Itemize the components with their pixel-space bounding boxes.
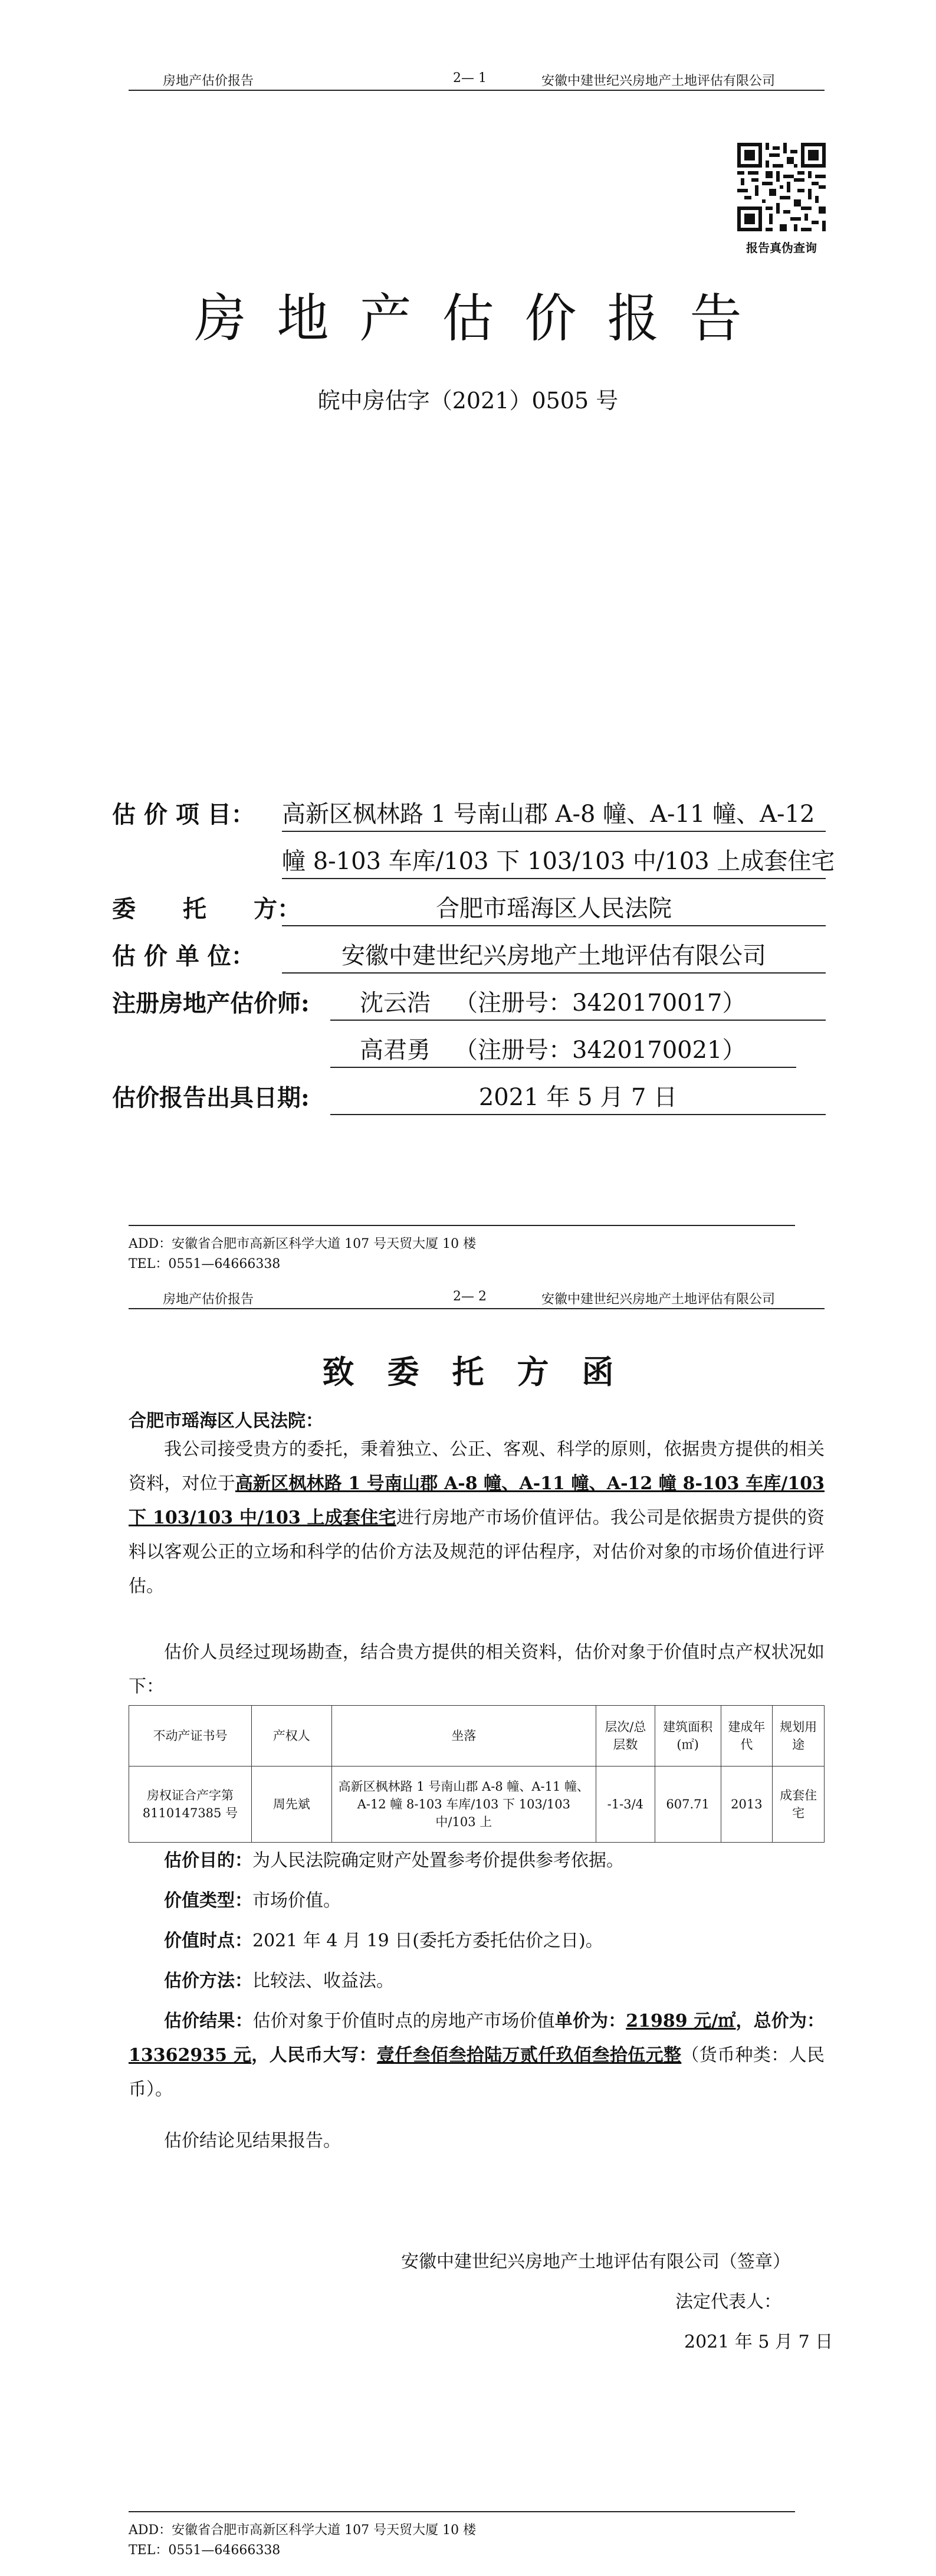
client-label: 委 托 方：	[112, 895, 301, 923]
result-text-e: （货币种类：人民币）。	[129, 2045, 825, 2100]
value-time-label: 价值时点：	[164, 1931, 252, 1951]
unit-row	[112, 939, 255, 974]
footer-tel: TEL：0551—64666338	[129, 1257, 281, 1271]
col-year: 建成年代	[721, 1706, 773, 1767]
header-right: 安徽中建世纪兴房地产土地评估有限公司	[541, 1292, 776, 1307]
cell-location: 高新区枫林路 1 号南山郡 A-8 幢、A-11 幢、A-12 幢 8-103 车库/103 下 103/103 中/103 上	[331, 1767, 596, 1843]
value-type-label: 价值类型：	[164, 1890, 252, 1911]
appraiser-2-reg: （注册号：3420170021）	[454, 1037, 746, 1064]
appraiser-2-name: 高君勇	[360, 1037, 431, 1064]
letter-title: 致委托方函	[322, 1353, 647, 1391]
date-label: 估价报告出具日期:	[112, 1084, 310, 1112]
letter-paragraph-1	[129, 1433, 825, 1604]
value-time-line	[129, 1924, 825, 1958]
letter-paragraph-2: 估价人员经过现场勘查，结合贵方提供的相关资料，估价对象于价值时点产权状况如下：	[129, 1642, 825, 1697]
footer-address-2	[129, 2511, 795, 2561]
qr-caption: 报告真伪查询	[746, 241, 817, 255]
col-usage: 规划用途	[773, 1706, 825, 1767]
method-line	[129, 1964, 825, 1998]
header-left: 房地产估价报告	[163, 74, 254, 89]
value-type-line	[129, 1884, 825, 1918]
table-header-row	[129, 1706, 825, 1767]
header-page-number: 2— 1	[453, 71, 487, 86]
cell-usage: 成套住宅	[773, 1767, 825, 1843]
cell-cert: 房权证合产字第8110147385 号	[129, 1767, 252, 1843]
date-value: 2021 年 5 月 7 日	[330, 1081, 826, 1115]
date-row	[112, 1081, 310, 1115]
result-label: 估价结果：	[164, 2011, 253, 2031]
table-row	[129, 1767, 825, 1843]
col-cert: 不动产证书号	[129, 1706, 252, 1767]
result-text-d: ，人民币大写：	[251, 2045, 377, 2066]
unit-value: 安徽中建世纪兴房地产土地评估有限公司	[282, 939, 826, 974]
appraiser-1-name: 沈云浩	[360, 989, 431, 1017]
purpose-line	[129, 1844, 825, 1878]
footer-add: ADD：安徽省合肥市高新区科学大道 107 号天贸大厦 10 楼	[129, 1237, 477, 1251]
appraiser-1	[330, 987, 826, 1021]
unit-label: 估 价 单 位：	[112, 942, 255, 970]
method-text: 比较法、收益法。	[252, 1971, 394, 1991]
method-label: 估价方法：	[164, 1971, 252, 1991]
cell-area: 607.71	[655, 1767, 721, 1843]
value-time-text: 2021 年 4 月 19 日(委托方委托估价之日)。	[252, 1931, 603, 1951]
project-label: 估 价 项 目：	[112, 801, 255, 828]
project-value-line2: 幢 8-103 车库/103 下 103/103 中/103 上成套住宅	[282, 845, 826, 879]
p1-property-address: 高新区枫林路 1 号南山郡 A-8 幢、A-11 幢、A-12 幢 8-103 车库/103 下 103/103 中/103 上成套住宅	[129, 1473, 825, 1528]
property-table	[129, 1705, 825, 1843]
page-header-2	[129, 1288, 825, 1309]
sign-company: 安徽中建世纪兴房地产土地评估有限公司（签章）	[401, 2251, 790, 2272]
page-header	[129, 70, 825, 91]
result-text-b: 单价为：	[554, 2011, 626, 2031]
appraiser-label: 注册房地产估价师:	[112, 989, 310, 1017]
appraiser-1-reg: （注册号：3420170017）	[454, 989, 746, 1017]
result-upper-amount: 壹仟叁佰叁拾陆万贰仟玖佰叁拾伍元整	[376, 2045, 682, 2066]
client-value: 合肥市瑶海区人民法院	[282, 892, 826, 926]
project-value-line1: 高新区枫林路 1 号南山郡 A-8 幢、A-11 幢、A-12	[282, 798, 826, 832]
col-location: 坐落	[331, 1706, 596, 1767]
result-total-price: 13362935 元	[129, 2045, 252, 2066]
purpose-label: 估价目的：	[164, 1850, 252, 1871]
col-area: 建筑面积(㎡)	[655, 1706, 721, 1767]
sign-representative: 法定代表人：	[675, 2292, 781, 2312]
purpose-text: 为人民法院确定财产处置参考价提供参考依据。	[252, 1850, 624, 1871]
col-floor: 层次/总层数	[596, 1706, 655, 1767]
footer-address	[129, 1225, 795, 1274]
conclusion-line: 估价结论见结果报告。	[164, 2131, 341, 2151]
result-unit-price: 21989 元/㎡	[626, 2011, 736, 2031]
footer-add: ADD：安徽省合肥市高新区科学大道 107 号天贸大厦 10 楼	[129, 2523, 477, 2538]
sign-date: 2021 年 5 月 7 日	[684, 2332, 833, 2352]
header-left: 房地产估价报告	[163, 1292, 254, 1307]
value-type-text: 市场价值。	[252, 1890, 341, 1911]
letter-salutation: 合肥市瑶海区人民法院：	[129, 1411, 323, 1431]
col-owner: 产权人	[251, 1706, 331, 1767]
document-number: 皖中房估字（2021）0505 号	[317, 388, 619, 414]
p1-body: 进行房地产市场价值评估。我公司是依据贵方提供的资料以客观公正的立场和科学的估价方法及规范的评估程序，对估价对象的市场价值进行评估。	[129, 1507, 825, 1597]
appraiser-2	[330, 1034, 796, 1068]
result-text-a: 估价对象于价值时点的房地产市场价值	[252, 2011, 555, 2031]
footer-tel: TEL：0551—64666338	[129, 2543, 281, 2558]
header-page-number: 2— 2	[453, 1289, 487, 1304]
client-row	[112, 892, 301, 926]
report-title: 房地产估价报告	[194, 288, 773, 349]
cell-year: 2013	[721, 1767, 773, 1843]
cell-owner: 周先斌	[251, 1767, 331, 1843]
header-right: 安徽中建世纪兴房地产土地评估有限公司	[541, 74, 776, 89]
appraiser-row	[112, 987, 310, 1021]
result-paragraph	[129, 2004, 825, 2107]
p1-intro: 我公司接受贵方的委托，秉着独立、公正、客观、科学的原则，依据贵方提供的相关资料，对位于	[129, 1439, 825, 1494]
project-row	[112, 798, 255, 832]
qr-code[interactable]	[737, 143, 826, 231]
cell-floor: -1-3/4	[596, 1767, 655, 1843]
result-text-c: ，总价为：	[735, 2011, 825, 2031]
